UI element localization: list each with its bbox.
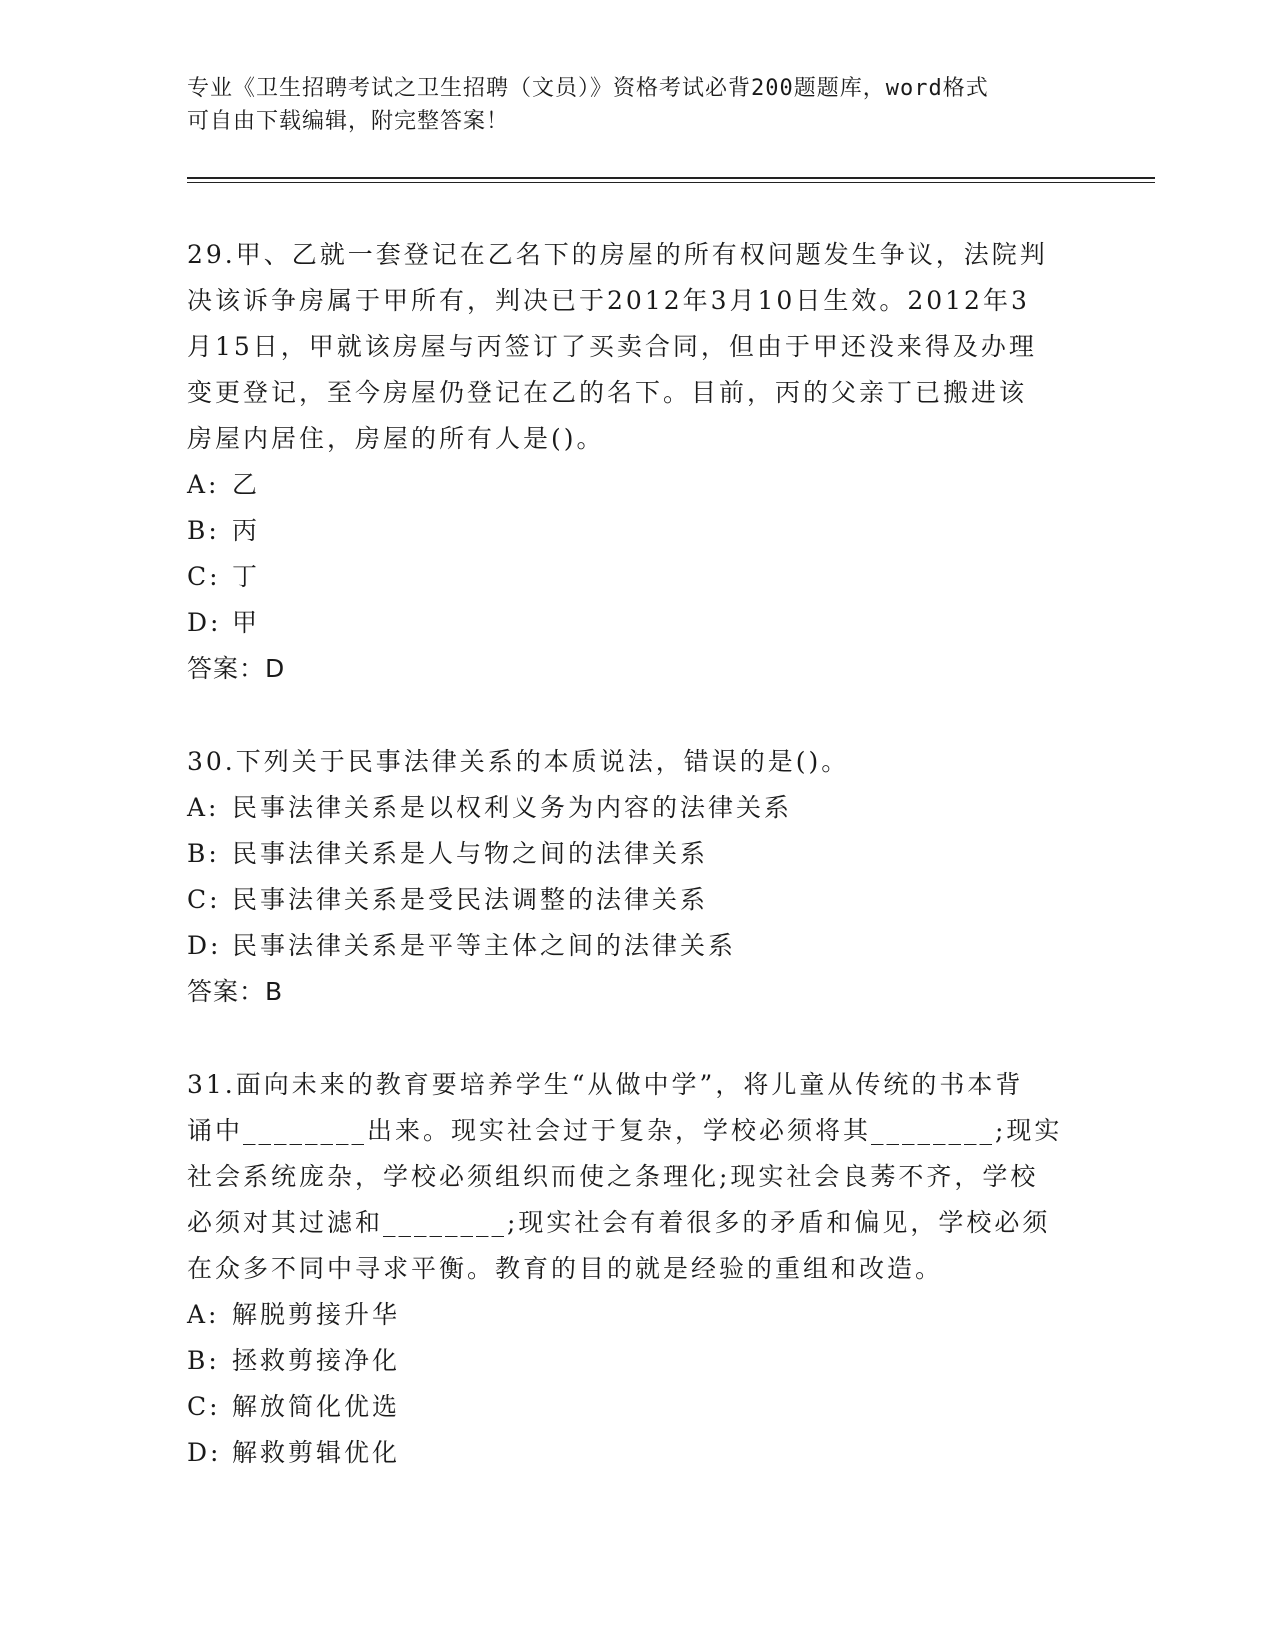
- option-key: A:: [187, 470, 220, 499]
- option-text: 解放简化优选: [232, 1392, 401, 1421]
- question-31: [187, 1062, 1087, 1476]
- question-stem: 31.面向未来的教育要培养学生“从做中学”，将儿童从传统的书本背 诵中________出来。现实社会过于复杂，学校必须将其________;现实 社会系统庞杂，学校必须组织而使之条理化;现实社会良莠不齐，学校 必须对其过滤和________;现实社会有着很多的矛盾和偏见，学校必须 在众多不同中寻求平衡。教育的目的就是经验的重组和改造。: [187, 1070, 1063, 1283]
- option-b: [187, 831, 1087, 877]
- document-header: 专业《卫生招聘考试之卫生招聘（文员）》资格考试必背200题题库，word格式 可自由下载编辑，附完整答案！: [187, 76, 989, 134]
- option-c: [187, 1384, 1087, 1430]
- option-text: 解脱剪接升华: [232, 1300, 401, 1329]
- option-d: [187, 600, 1087, 646]
- header-rule-thin: [187, 182, 1155, 183]
- question-stem: 29.甲、乙就一套登记在乙名下的房屋的所有权问题发生争议，法院判 决该诉争房属于甲所有，判决已于2012年3月10日生效。2012年3 月15日，甲就该房屋与丙签订了买卖合同，但由于甲还没来得及办理 变更登记，至今房屋仍登记在乙的名下。目前，丙的父亲丁已搬进该 房屋内居住，房屋的所有人是()。: [187, 240, 1048, 453]
- option-key: D:: [187, 931, 222, 960]
- option-d: [187, 923, 1087, 969]
- option-text: 民事法律关系是受民法调整的法律关系: [232, 885, 709, 914]
- option-key: B:: [187, 516, 220, 545]
- option-text: 民事法律关系是平等主体之间的法律关系: [232, 931, 737, 960]
- option-text: 拯救剪接净化: [232, 1346, 401, 1375]
- option-b: [187, 508, 1087, 554]
- question-29: [187, 232, 1087, 692]
- header-rule-thick: [187, 177, 1155, 179]
- option-a: [187, 1292, 1087, 1338]
- option-text: 民事法律关系是人与物之间的法律关系: [232, 839, 709, 868]
- question-stem: 30.下列关于民事法律关系的本质说法，错误的是()。: [187, 747, 850, 776]
- option-text: 丁: [232, 562, 261, 591]
- option-b: [187, 1338, 1087, 1384]
- option-key: A:: [187, 793, 220, 822]
- option-text: 甲: [232, 608, 261, 637]
- option-text: 民事法律关系是以权利义务为内容的法律关系: [232, 793, 793, 822]
- answer-line: 答案：D: [187, 654, 286, 683]
- option-a: [187, 785, 1087, 831]
- answer-line: 答案：B: [187, 977, 284, 1006]
- option-a: [187, 462, 1087, 508]
- option-key: C:: [187, 562, 221, 591]
- option-key: D:: [187, 1438, 222, 1467]
- option-key: C:: [187, 1392, 221, 1421]
- option-text: 乙: [232, 470, 261, 499]
- option-key: A:: [187, 1300, 220, 1329]
- option-text: 解救剪辑优化: [232, 1438, 401, 1467]
- option-key: B:: [187, 1346, 220, 1375]
- question-30: [187, 739, 1087, 1015]
- option-c: [187, 877, 1087, 923]
- option-c: [187, 554, 1087, 600]
- option-key: D:: [187, 608, 222, 637]
- option-key: B:: [187, 839, 220, 868]
- option-d: [187, 1430, 1087, 1476]
- option-key: C:: [187, 885, 221, 914]
- question-list: [187, 232, 1087, 1523]
- option-text: 丙: [232, 516, 261, 545]
